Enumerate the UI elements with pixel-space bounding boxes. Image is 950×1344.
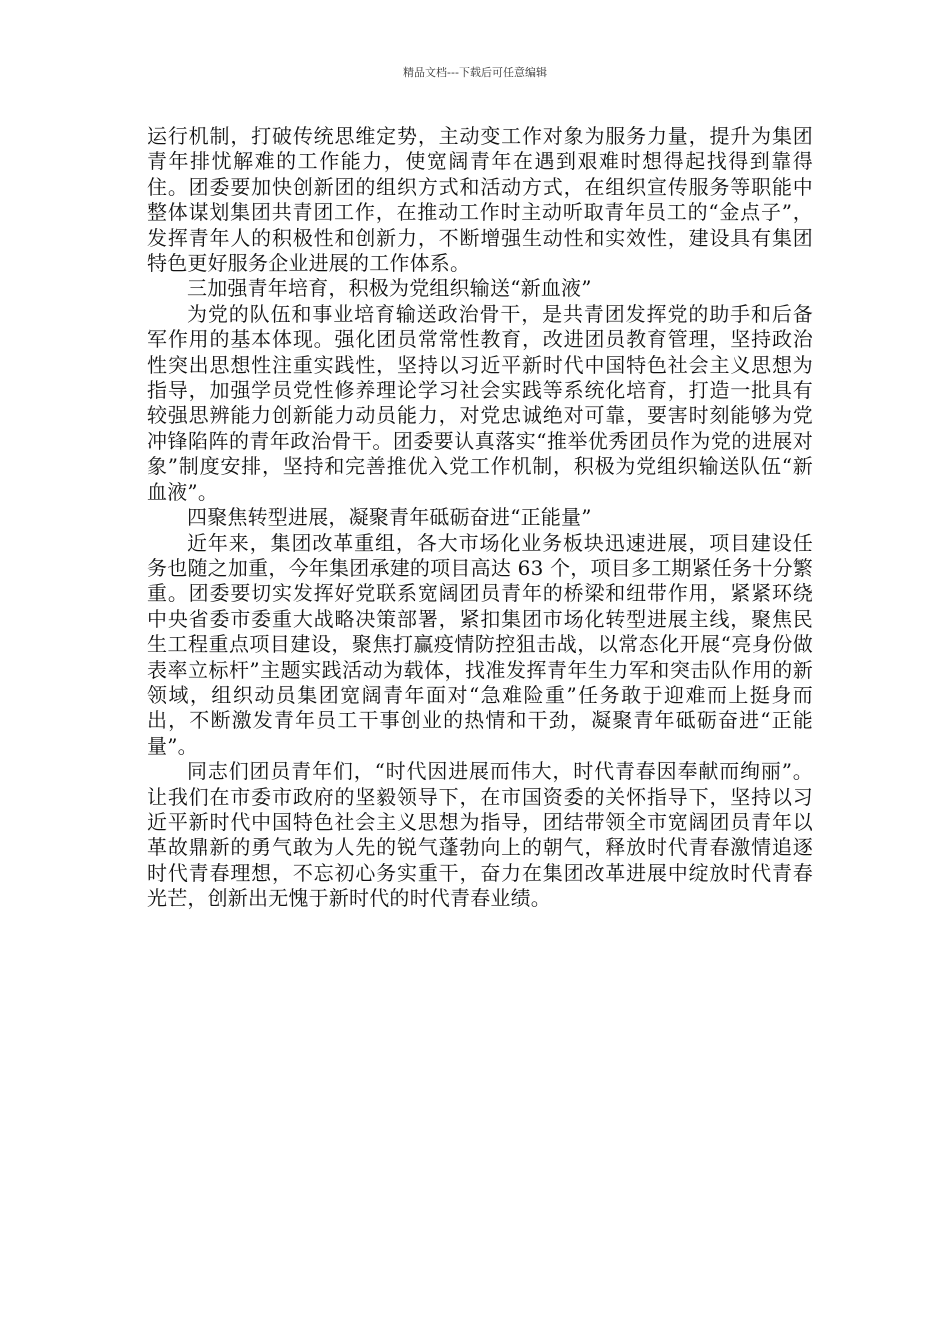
paragraph-continuation: 运行机制，打破传统思维定势，主动变工作对象为服务力量，提升为集团青年排忧解难的工作能力，使宽阔青年在遇到艰难时想得起找得到靠得住。团委要加快创新团的组织方式和活动方式，在组织宣传服务等职能中整体谋划集团共青团工作，在推动工作时主动听取青年员工的“金点子”，发挥青年人的积极性和创新力，不断增强生动性和实效性，建设具有集团特色更好服务企业进展的工作体系。 [147, 124, 813, 276]
section-heading-4: 四聚焦转型进展，凝聚青年砥砺奋进“正能量” [187, 505, 592, 530]
paragraph-closing: 同志们团员青年们，“时代因进展而伟大，时代青春因奉献而绚丽”。让我们在市委市政府的坚毅领导下，在市国资委的关怀指导下，坚持以习近平新时代中国特色社会主义思想为指导，团结带领全市宽阔团员青年以革故鼎新的勇气敢为人先的锐气蓬勃向上的朝气，释放时代青春激情追逐时代青春理想，不忘初心务实重干，奋力在集团改革进展中绽放时代青春光芒，创新出无愧于新时代的时代青春业绩。 [147, 759, 813, 911]
paragraph-youth-training: 为党的队伍和事业培育输送政治骨干，是共青团发挥党的助手和后备军作用的基本体现。强化团员常常性教育，改进团员教育管理，坚持政治性突出思想性注重实践性，坚持以习近平新时代中国特色社会主义思想为指导，加强学员党性修养理论学习社会实践等系统化培育，打造一批具有较强思辨能力创新能力动员能力，对党忠诚绝对可靠，要害时刻能够为党冲锋陷阵的青年政治骨干。团委要认真落实“推举优秀团员作为党的进展对象”制度安排，坚持和完善推优入党工作机制，积极为党组织输送队伍“新血液”。 [147, 301, 813, 504]
document-body [147, 124, 813, 912]
paragraph-transformation: 近年来，集团改革重组，各大市场化业务板块迅速进展，项目建设任务也随之加重，今年集团承建的项目高达 63 个，项目多工期紧任务十分繁重。团委要切实发挥好党联系宽阔团员青年的桥梁和纽带作用，紧紧环绕中央省委市委重大战略决策部署，紧扣集团市场化转型进展主线，聚焦民生工程重点项目建设，聚焦打赢疫情防控狙击战，以常态化开展“亮身份做表率立标杆”主题实践活动为载体，找准发挥青年生力军和突击队作用的新领域，组织动员集团宽阔青年面对“急难险重”任务敢于迎难而上挺身而出，不断激发青年员工干事创业的热情和干劲，凝聚青年砥砺奋进“正能量”。 [147, 530, 813, 758]
page-header: 精品文档---下载后可任意编辑 [403, 66, 547, 79]
section-heading-3: 三加强青年培育，积极为党组织输送“新血液” [187, 276, 592, 301]
